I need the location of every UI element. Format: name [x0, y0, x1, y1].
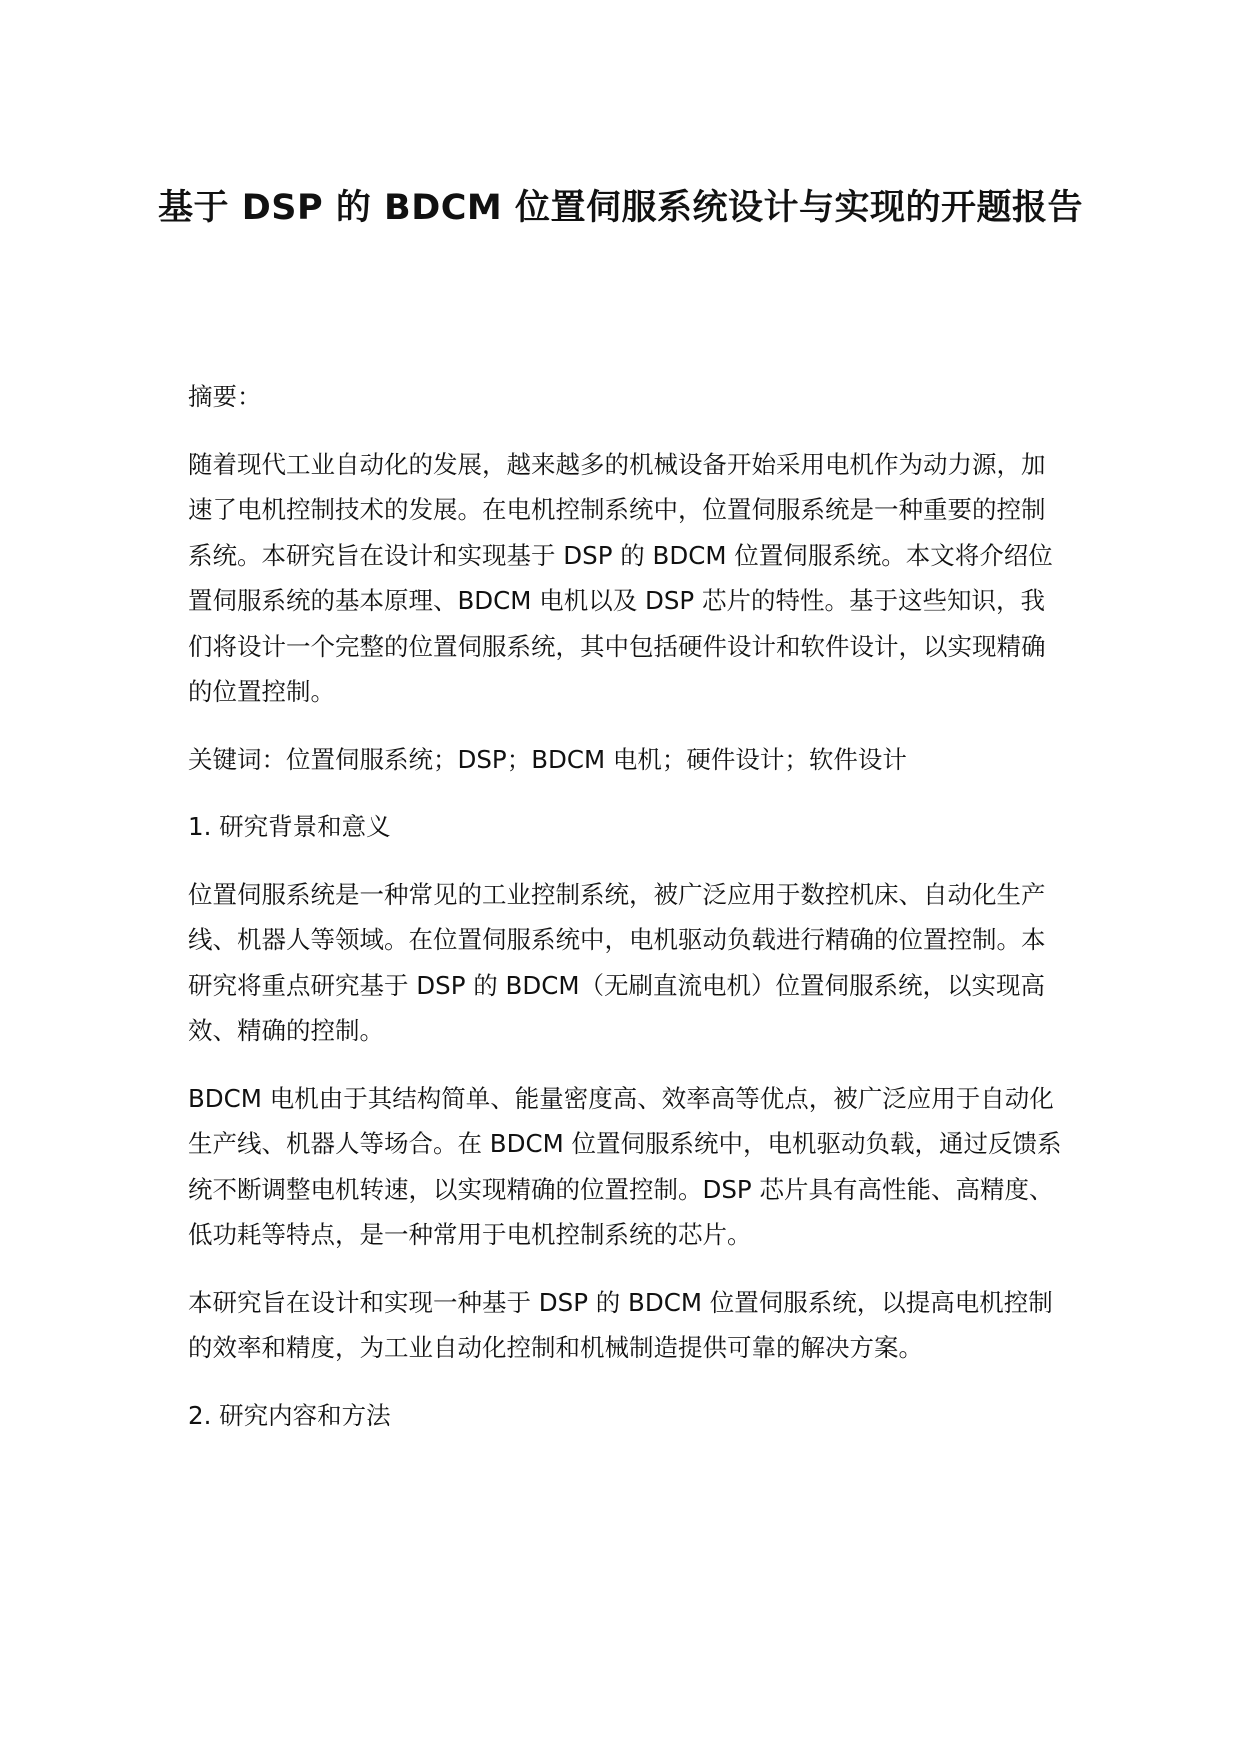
section-1-heading: 1. 研究背景和意义 [188, 812, 391, 841]
abstract-paragraph: 随着现代工业自动化的发展，越来越多的机械设备开始采用电机作为动力源，加速了电机控制技术的发展。在电机控制系统中，位置伺服系统是一种重要的控制系统。本研究旨在设计和实现基于 DSP 的 BDCM 位置伺服系统。本文将介绍位置伺服系统的基本原理、BDCM 电机以及 DSP 芯片的特性。基于这些知识，我们将设计一个完整的位置伺服系统，其中包括硬件设计和软件设计，以实现精确的位置控制。 [188, 449, 1053, 706]
keywords-line: 关键词：位置伺服系统；DSP；BDCM 电机；硬件设计；软件设计 [188, 744, 907, 774]
document-title: 基于 DSP 的 BDCM 位置伺服系统设计与实现的开题报告 [158, 188, 1083, 228]
section-1-paragraph: 位置伺服系统是一种常见的工业控制系统，被广泛应用于数控机床、自动化生产线、机器人等领域。在位置伺服系统中，电机驱动负载进行精确的位置控制。本研究将重点研究基于 DSP 的 BDCM（无刷直流电机）位置伺服系统，以实现高效、精确的控制。 [188, 879, 1046, 1045]
section-1-paragraph: BDCM 电机由于其结构简单、能量密度高、效率高等优点，被广泛应用于自动化生产线、机器人等场合。在 BDCM 位置伺服系统中，电机驱动负载，通过反馈系统不断调整电机转速，以实现精确的位置控制。DSP 芯片具有高性能、高精度、低功耗等特点，是一种常用于电机控制系统的芯片。 [188, 1083, 1062, 1249]
abstract-label: 摘要： [188, 382, 262, 411]
section-2-heading: 2. 研究内容和方法 [188, 1400, 391, 1430]
document-body [188, 374, 1068, 1460]
section-1-paragraph: 本研究旨在设计和实现一种基于 DSP 的 BDCM 位置伺服系统，以提高电机控制的效率和精度，为工业自动化控制和机械制造提供可靠的解决方案。 [188, 1287, 1053, 1362]
